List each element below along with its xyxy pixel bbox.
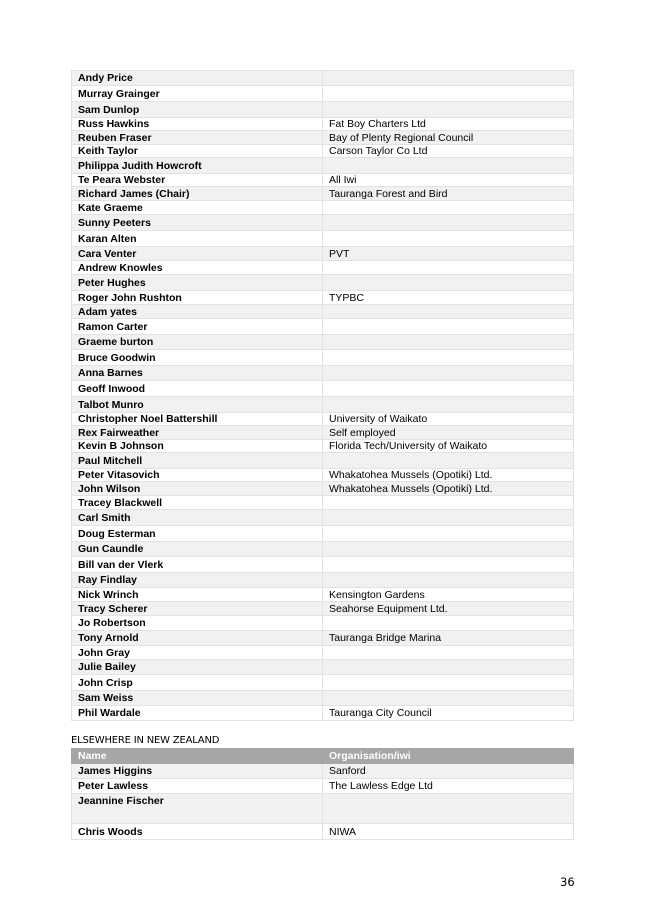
table-row [72,305,574,319]
table-row [72,526,574,542]
person-name: Paul Mitchell [72,453,323,469]
organisation [323,660,574,675]
organisation [323,526,574,542]
person-name: Keith Taylor [72,145,323,158]
person-name: Tracy Scherer [72,602,323,616]
table-row [72,319,574,335]
person-name: Peter Lawless [72,779,323,794]
person-name: Sunny Peeters [72,215,323,231]
organisation [323,215,574,231]
organisation [323,381,574,397]
organisation [323,366,574,381]
table-row [72,131,574,145]
table-row [72,573,574,588]
person-name: James Higgins [72,764,323,779]
organisation [323,158,574,174]
table-row [72,261,574,275]
person-name: Jo Robertson [72,616,323,631]
contacts-table [71,70,574,721]
table-row [72,397,574,413]
person-name: Christopher Noel Battershill [72,413,323,426]
person-name: Sam Dunlop [72,102,323,118]
table-row [72,557,574,573]
table-row [72,779,574,794]
person-name: Peter Hughes [72,275,323,291]
organisation [323,201,574,215]
table-row [72,764,574,779]
table-header-row [72,749,574,764]
organisation: Bay of Plenty Regional Council [323,131,574,145]
organisation: University of Waikato [323,413,574,426]
person-name: Ray Findlay [72,573,323,588]
organisation: Kensington Gardens [323,588,574,602]
organisation: Florida Tech/University of Waikato [323,440,574,453]
person-name: Nick Wrinch [72,588,323,602]
table-row [72,602,574,616]
section-heading: ELSEWHERE IN NEW ZEALAND [71,735,220,746]
person-name: Andrew Knowles [72,261,323,275]
organisation [323,542,574,557]
table-row [72,660,574,675]
table-row [72,510,574,526]
table-row [72,102,574,118]
person-name: Roger John Rushton [72,291,323,305]
table-row [72,453,574,469]
organisation [323,557,574,573]
organisation [323,794,574,824]
table-row [72,706,574,721]
person-name: Karan Alten [72,231,323,247]
person-name: John Crisp [72,675,323,691]
person-name: Jeannine Fischer [72,794,323,824]
person-name: Graeme burton [72,335,323,350]
person-name: Tracey Blackwell [72,496,323,510]
table-row [72,174,574,187]
person-name: Bruce Goodwin [72,350,323,366]
organisation [323,319,574,335]
person-name: Anna Barnes [72,366,323,381]
person-name: Rex Fairweather [72,426,323,440]
header-name: Name [72,749,323,764]
organisation: All Iwi [323,174,574,187]
table-row [72,691,574,706]
table-row [72,794,574,824]
organisation [323,397,574,413]
table-row [72,646,574,660]
person-name: Tony Arnold [72,631,323,646]
table-row [72,145,574,158]
organisation: NIWA [323,824,574,840]
organisation [323,275,574,291]
person-name: Kate Graeme [72,201,323,215]
table-row [72,158,574,174]
person-name: John Gray [72,646,323,660]
table-row [72,426,574,440]
organisation [323,102,574,118]
organisation: Whakatohea Mussels (Opotiki) Ltd. [323,469,574,482]
organisation: PVT [323,247,574,261]
table-row [72,71,574,86]
nz-contacts-table [71,748,574,840]
person-name: John Wilson [72,482,323,496]
organisation [323,646,574,660]
header-organisation: Organisation/iwi [323,749,574,764]
person-name: Kevin B Johnson [72,440,323,453]
table-row [72,496,574,510]
organisation: Tauranga Bridge Marina [323,631,574,646]
organisation: Sanford [323,764,574,779]
organisation: Seahorse Equipment Ltd. [323,602,574,616]
contacts-table-body [72,71,574,721]
table-row [72,482,574,496]
person-name: Andy Price [72,71,323,86]
table-row [72,231,574,247]
table-row [72,350,574,366]
organisation: Self employed [323,426,574,440]
nz-contacts-table-body [72,749,574,840]
person-name: Phil Wardale [72,706,323,721]
person-name: Geoff Inwood [72,381,323,397]
person-name: Gun Caundle [72,542,323,557]
organisation [323,675,574,691]
table-row [72,187,574,201]
person-name: Talbot Munro [72,397,323,413]
table-row [72,631,574,646]
person-name: Peter Vitasovich [72,469,323,482]
organisation [323,261,574,275]
organisation [323,573,574,588]
table-row [72,616,574,631]
page-number: 36 [560,875,575,889]
table-row [72,291,574,305]
organisation [323,616,574,631]
person-name: Murray Grainger [72,86,323,102]
person-name: Julie Bailey [72,660,323,675]
organisation [323,231,574,247]
organisation: Whakatohea Mussels (Opotiki) Ltd. [323,482,574,496]
person-name: Cara Venter [72,247,323,261]
table-row [72,215,574,231]
person-name: Bill van der Vlerk [72,557,323,573]
table-row [72,366,574,381]
organisation [323,496,574,510]
person-name: Reuben Fraser [72,131,323,145]
table-row [72,86,574,102]
person-name: Russ Hawkins [72,118,323,131]
person-name: Te Peara Webster [72,174,323,187]
person-name: Carl Smith [72,510,323,526]
organisation: Tauranga Forest and Bird [323,187,574,201]
table-row [72,824,574,840]
person-name: Doug Esterman [72,526,323,542]
organisation: TYPBC [323,291,574,305]
person-name: Chris Woods [72,824,323,840]
table-row [72,675,574,691]
table-row [72,440,574,453]
table-row [72,588,574,602]
organisation [323,335,574,350]
person-name: Philippa Judith Howcroft [72,158,323,174]
organisation [323,86,574,102]
person-name: Ramon Carter [72,319,323,335]
organisation: Carson Taylor Co Ltd [323,145,574,158]
table-row [72,381,574,397]
organisation [323,510,574,526]
organisation: Fat Boy Charters Ltd [323,118,574,131]
table-row [72,413,574,426]
table-row [72,275,574,291]
organisation [323,350,574,366]
person-name: Sam Weiss [72,691,323,706]
organisation [323,691,574,706]
table-row [72,542,574,557]
table-row [72,247,574,261]
organisation [323,453,574,469]
table-row [72,201,574,215]
organisation [323,71,574,86]
table-row [72,469,574,482]
table-row [72,118,574,131]
organisation [323,305,574,319]
organisation: Tauranga City Council [323,706,574,721]
person-name: Richard James (Chair) [72,187,323,201]
person-name: Adam yates [72,305,323,319]
table-row [72,335,574,350]
organisation: The Lawless Edge Ltd [323,779,574,794]
